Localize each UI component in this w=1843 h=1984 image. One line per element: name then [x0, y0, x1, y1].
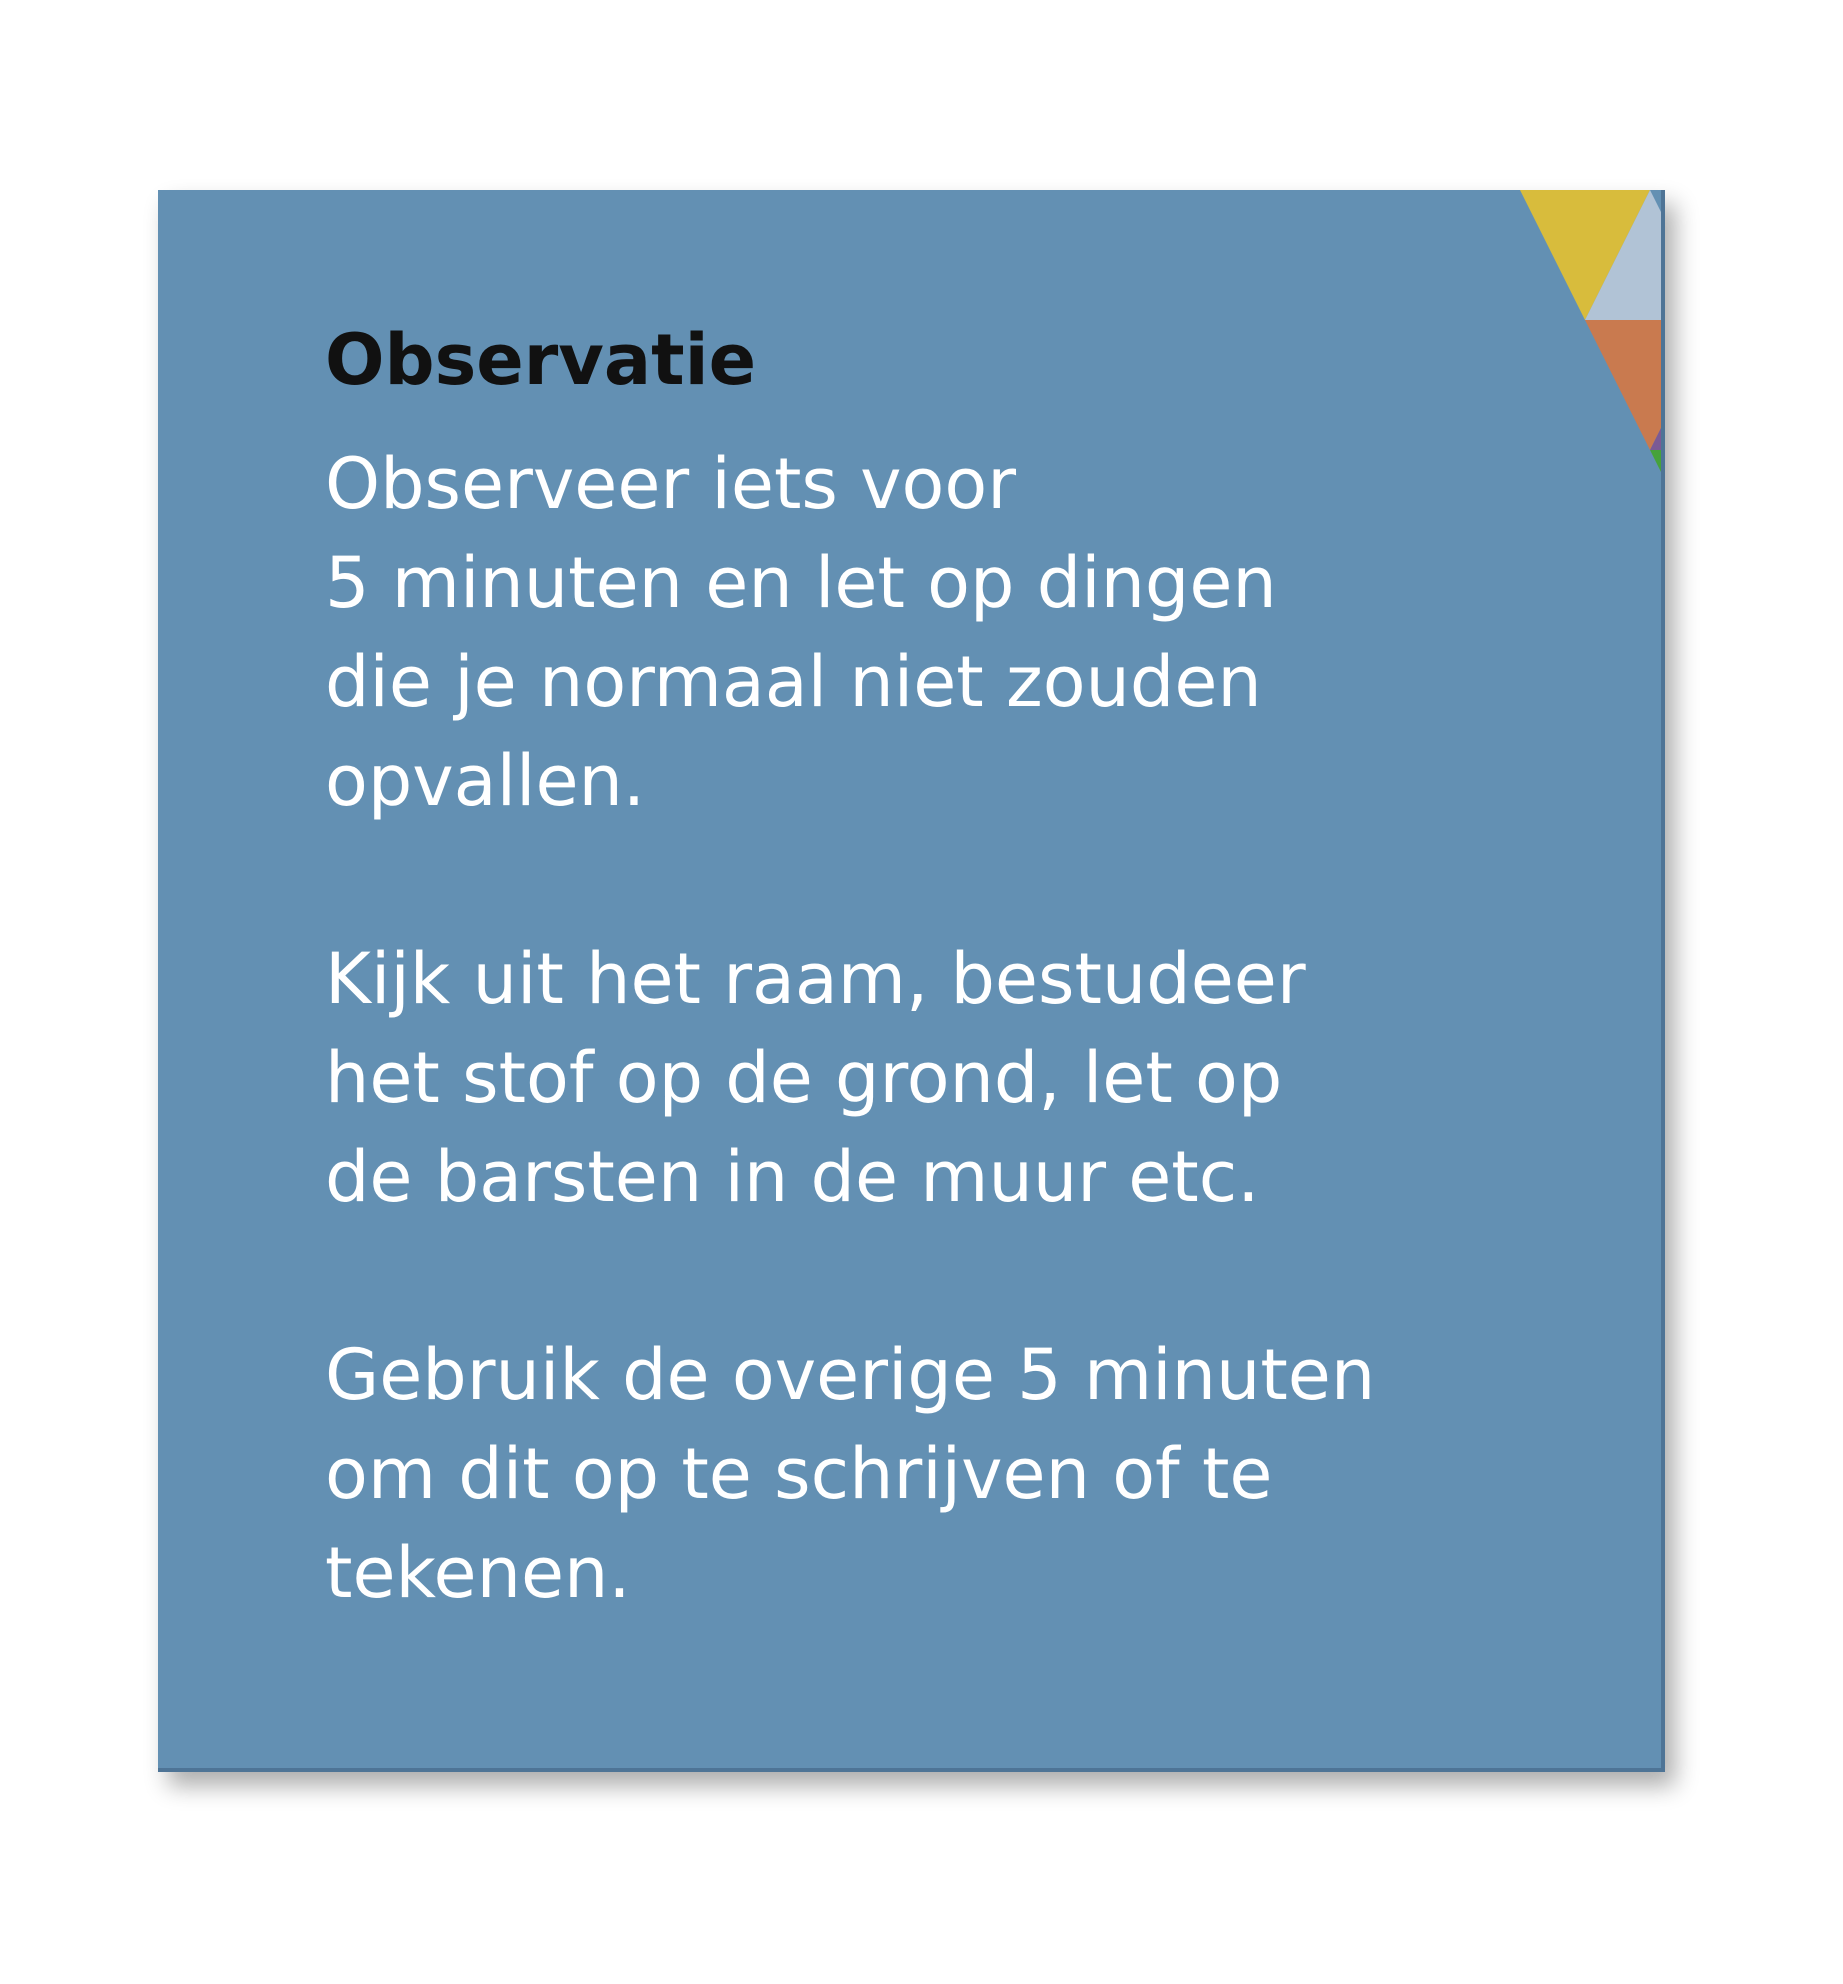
card-title: Observatie: [325, 319, 757, 401]
triangle-orange: [1585, 320, 1661, 450]
observation-card: [158, 190, 1665, 1772]
paragraph-write-draw: Gebruik de overige 5 minuten om dit op te schrijven of te tekenen.: [325, 1334, 1376, 1614]
card-body: [325, 435, 1625, 1623]
triangle-green: [1650, 450, 1661, 580]
paragraph-observe: Observeer iets voor 5 minuten en let op dingen die je normaal niet zouden opvallen.: [325, 443, 1277, 822]
paragraph-examples: Kijk uit het raam, bestudeer het stof op de grond, let op de barsten in de muur etc.: [325, 938, 1306, 1218]
